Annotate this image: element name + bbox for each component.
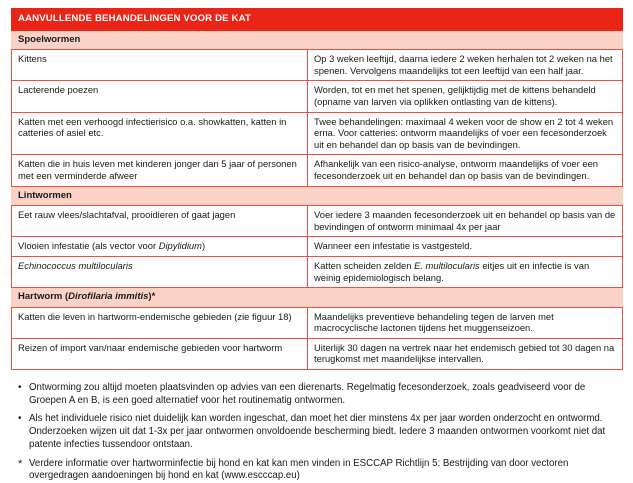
notes-list	[11, 382, 622, 483]
section-heading-text: Spoelwormen	[18, 33, 81, 45]
section-header-hartworm	[12, 288, 623, 308]
row-condition	[12, 256, 308, 287]
table-body	[12, 9, 623, 370]
row-condition: Katten die leven in hartworm-endemische gebieden (zie figuur 18)	[12, 307, 308, 338]
table-title-row	[12, 9, 623, 31]
section-header-label	[12, 288, 623, 308]
list-item	[14, 382, 622, 407]
row-condition: Katten met een verhoogd infectierisico o.a. showkatten, katten in catteries of asiel etc.	[12, 112, 308, 155]
row-condition: Kittens	[12, 50, 308, 81]
section-header-spoelwormen	[12, 30, 623, 50]
table-row	[12, 50, 623, 81]
row-advice: Maandelijks preventieve behandeling tegen de larven met macrocyclische lactonen tijdens het muggenseizoen.	[308, 307, 623, 338]
row-condition-text: Vlooien infestatie (als vector voor	[18, 240, 159, 252]
table-row	[12, 307, 623, 338]
list-item	[14, 413, 622, 451]
table-row	[12, 206, 623, 237]
row-advice-text: Katten scheiden zelden	[314, 259, 415, 271]
row-advice: Wanneer een infestatie is vastgesteld.	[308, 237, 623, 257]
note-text: Als het individuele risico niet duidelijk kan worden ingeschat, dan moet het dier minstens 4x per jaar worden onderzocht en ontwormd. Onderzoeken wijzen uit dat 1-3x per jaar ontwormen onvoldoende bescherming biedt. Iedere 3 maanden ontwormen voorkomt niet dat patente infecties tussendoor ontstaan.	[29, 413, 606, 450]
row-condition-species: Dipylidium	[158, 240, 202, 252]
row-advice: Afhankelijk van een risico-analyse, ontworm maandelijks of voer een fecesonderzoek uit en behandel dan op basis van de bevindingen.	[308, 155, 623, 186]
row-condition-suffix: )	[201, 240, 206, 252]
row-condition: Lacterende poezen	[12, 81, 308, 112]
list-item	[14, 458, 622, 483]
row-advice-suffix: eitjes uit en infectie is van weinig epidemiologisch belang.	[314, 259, 590, 283]
row-advice: Uiterlijk 30 dagen na vertrek naar het endemisch gebied tot 30 dagen na terugkomst met maandelijkse intervallen.	[308, 338, 623, 369]
section-header-label	[12, 186, 623, 206]
asterisk-icon: *	[18, 457, 23, 470]
section-header-label	[12, 30, 623, 50]
row-condition-species: Echinococcus multilocularis	[18, 259, 133, 271]
row-condition	[12, 237, 308, 257]
row-advice: Twee behandelingen: maximaal 4 weken voor de show en 2 tot 4 weken erna. Voor catteries: ontworm maandelijks of voer een fecesonderzoek uit en behandel dan op basis van de bevindingen.	[308, 112, 623, 155]
bullet-icon: •	[18, 413, 22, 425]
note-text: Verdere informatie over hartworminfectie bij hond en kat kan men vinden in ESCCAP Richtlijn 5: Bestrijding van door vectoren overgedragen aandoeningen bij hond en kat (www.escccap.eu)	[29, 457, 569, 482]
bullet-icon: •	[18, 382, 22, 394]
row-condition: Katten die in huis leven met kinderen jonger dan 5 jaar of personen met een verminderde afweer	[12, 155, 308, 186]
section-heading-suffix: )*	[148, 291, 156, 303]
table-row	[12, 256, 623, 287]
section-heading-species: Dirofilaria immitis	[68, 291, 149, 303]
section-heading-text: Lintwormen	[18, 189, 72, 201]
table-title: AANVULLENDE BEHANDELINGEN VOOR DE KAT	[12, 9, 623, 31]
table-row	[12, 155, 623, 186]
row-advice: Worden, tot en met het spenen, gelijktijdig met de kittens behandeld (opname van larven via oplikken ontlasting van de kittens).	[308, 81, 623, 112]
row-advice-species: E. multilocularis	[414, 259, 480, 271]
row-advice	[308, 256, 623, 287]
treatment-table	[11, 8, 623, 370]
row-advice: Voer iedere 3 maanden fecesonderzoek uit en behandel op basis van de bevindingen of ontworm minimaal 4x per jaar	[308, 206, 623, 237]
row-condition: Reizen of import van/naar endemische gebieden voor hartworm	[12, 338, 308, 369]
table-row	[12, 112, 623, 155]
row-advice: Op 3 weken leeftijd, daarna iedere 2 weken herhalen tot 2 weken na het spenen. Vervolgens maandelijks tot een leeftijd van een half jaar.	[308, 50, 623, 81]
note-text: Ontworming zou altijd moeten plaatsvinden op advies van een dierenarts. Regelmatig fecesonderzoek, zoals geadviseerd voor de Groepen A en B, is een goed alternatief voor het routinematig ontwormen.	[29, 382, 586, 406]
section-header-lintwormen	[12, 186, 623, 206]
table-row	[12, 81, 623, 112]
table-row	[12, 338, 623, 369]
row-condition: Eet rauw vlees/slachtafval, prooidieren of gaat jagen	[12, 206, 308, 237]
section-heading-text: Hartworm (	[18, 291, 69, 303]
table-row	[12, 237, 623, 257]
